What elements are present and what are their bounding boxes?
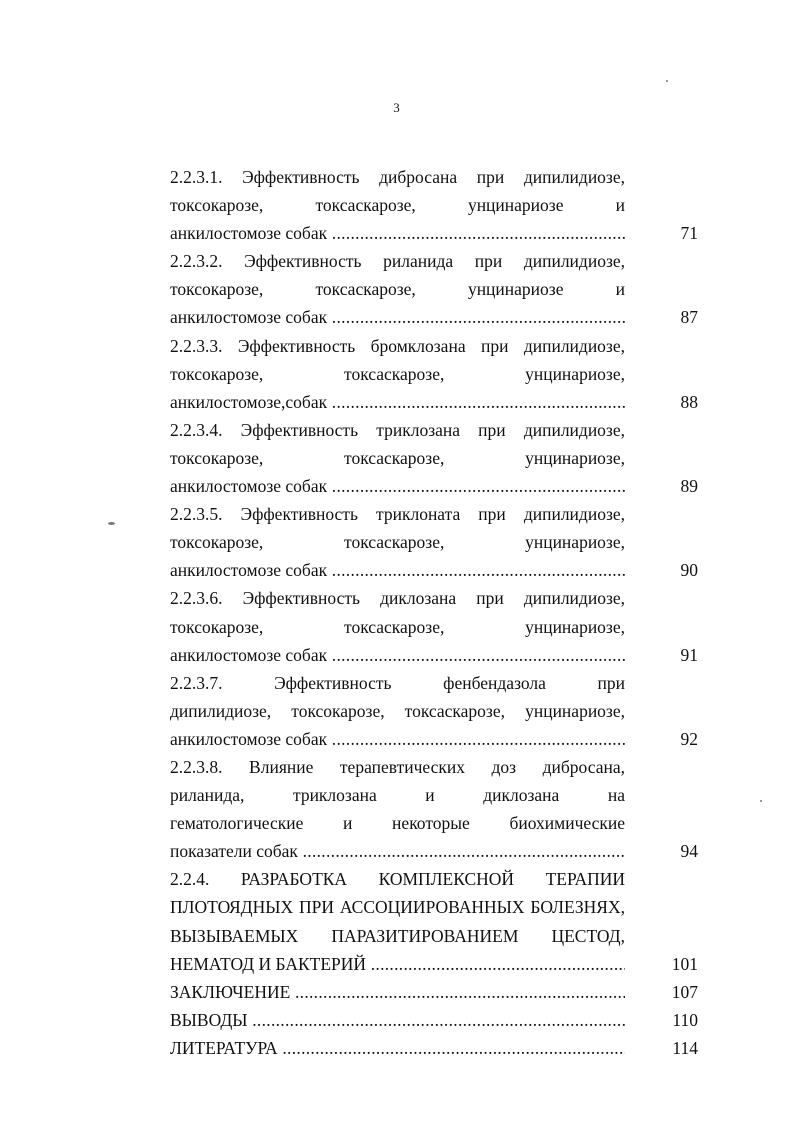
toc-line: риланида, триклозана и диклозана на [170, 785, 625, 806]
toc-page-number: 110 [672, 1009, 698, 1030]
toc-line-leader [170, 978, 698, 1006]
toc-line-leader [170, 388, 698, 416]
scan-speck [666, 80, 668, 82]
toc-page-number: 90 [680, 560, 698, 581]
toc-entry [170, 1034, 698, 1062]
toc-page-number: 94 [680, 841, 698, 862]
toc-line-leader [170, 556, 698, 584]
toc-page-number: 91 [680, 644, 698, 665]
page-number: 3 [393, 100, 400, 115]
toc-line: токсокарозе, токсаскарозе, унцинариозе, [170, 532, 625, 553]
toc-entry [170, 865, 698, 977]
toc-line-text: анкилостомозе собак ..... [170, 219, 625, 247]
toc-line: 2.2.3.8. Влияние терапевтических доз дибросана, [170, 756, 625, 777]
toc-line-leader [170, 472, 698, 500]
toc-entry [170, 753, 698, 865]
toc-line-text: анкилостомозе,собак ..... [170, 388, 625, 416]
toc-line: ПЛОТОЯДНЫХ ПРИ АССОЦИИРОВАННЫХ БОЛЕЗНЯХ, [170, 897, 625, 918]
toc-page-number: 71 [680, 223, 698, 244]
toc-line: гематологические и некоторые биохимические [170, 813, 625, 834]
toc-line: 2.2.3.2. Эффективность риланида при дипилидиозе, [170, 251, 625, 272]
toc-line: ВЫЗЫВАЕМЫХ ПАРАЗИТИРОВАНИЕМ ЦЕСТОД, [170, 925, 625, 946]
toc-line: токсокарозе, токсаскарозе, унцинариозе, [170, 447, 625, 468]
toc-line: 2.2.3.3. Эффективность бромклозана при дипилидиозе, [170, 335, 625, 356]
toc-entry [170, 669, 698, 753]
toc-line-leader [170, 219, 698, 247]
toc-line-text: анкилостомозе собак ..... [170, 303, 625, 331]
toc-line-leader [170, 1034, 698, 1062]
toc-line-text: показатели собак ..... [170, 837, 625, 865]
table-of-contents [170, 163, 698, 1062]
toc-line-leader [170, 725, 698, 753]
toc-entry [170, 500, 698, 584]
toc-line-text: анкилостомозе собак ..... [170, 725, 625, 753]
toc-line-leader [170, 950, 698, 978]
toc-entry [170, 1006, 698, 1034]
toc-line: токсокарозе, токсаскарозе, унцинариозе, [170, 363, 625, 384]
toc-line: 2.2.3.5. Эффективность триклоната при дипилидиозе, [170, 504, 625, 525]
scan-speck [760, 800, 762, 802]
toc-line-text: НЕМАТОД И БАКТЕРИЙ ..... [170, 950, 625, 978]
toc-line-text: ЗАКЛЮЧЕНИЕ ..... [170, 978, 625, 1006]
toc-page-number: 114 [672, 1037, 698, 1058]
toc-line: 2.2.3.1. Эффективность дибросана при дипилидиозе, [170, 167, 625, 187]
toc-line: 2.2.3.7. Эффективность фенбендазола при [170, 672, 625, 693]
toc-entry [170, 416, 698, 500]
toc-line-leader [170, 1006, 698, 1034]
toc-line: 2.2.3.4. Эффективность триклозана при дипилидиозе, [170, 419, 625, 440]
toc-page-number: 101 [671, 953, 698, 974]
toc-entry [170, 332, 698, 416]
toc-line-text: анкилостомозе собак ..... [170, 556, 625, 584]
toc-entry [170, 978, 698, 1006]
toc-line: 2.2.4. РАЗРАБОТКА КОМПЛЕКСНОЙ ТЕРАПИИ [170, 869, 625, 890]
toc-page-number: 89 [680, 476, 698, 497]
toc-line: 2.2.3.6. Эффективность диклозана при дипилидиозе, [170, 588, 625, 609]
toc-line: дипилидиозе, токсокарозе, токсаскарозе, унцинариозе, [170, 700, 625, 721]
toc-line-text: анкилостомозе собак ..... [170, 641, 625, 669]
toc-line: токсокарозе, токсаскарозе, унцинариозе и [170, 279, 625, 300]
toc-entry [170, 247, 698, 331]
toc-line: токсокарозе, токсаскарозе, унцинариозе и [170, 195, 625, 216]
toc-page-number: 88 [680, 391, 698, 412]
toc-page-number: 92 [680, 728, 698, 749]
toc-page-number: 87 [680, 307, 698, 328]
toc-line-text: ВЫВОДЫ ..... [170, 1006, 625, 1034]
toc-entry [170, 163, 698, 247]
toc-page-number: 107 [671, 981, 698, 1002]
toc-line: токсокарозе, токсаскарозе, унцинариозе, [170, 616, 625, 637]
toc-line-leader [170, 837, 698, 865]
toc-line-leader [170, 641, 698, 669]
scan-speck [108, 522, 115, 525]
toc-entry [170, 584, 698, 668]
toc-line-text: ЛИТЕРАТУРА ..... [170, 1034, 625, 1062]
toc-line-leader [170, 303, 698, 331]
toc-line-text: анкилостомозе собак ..... [170, 472, 625, 500]
